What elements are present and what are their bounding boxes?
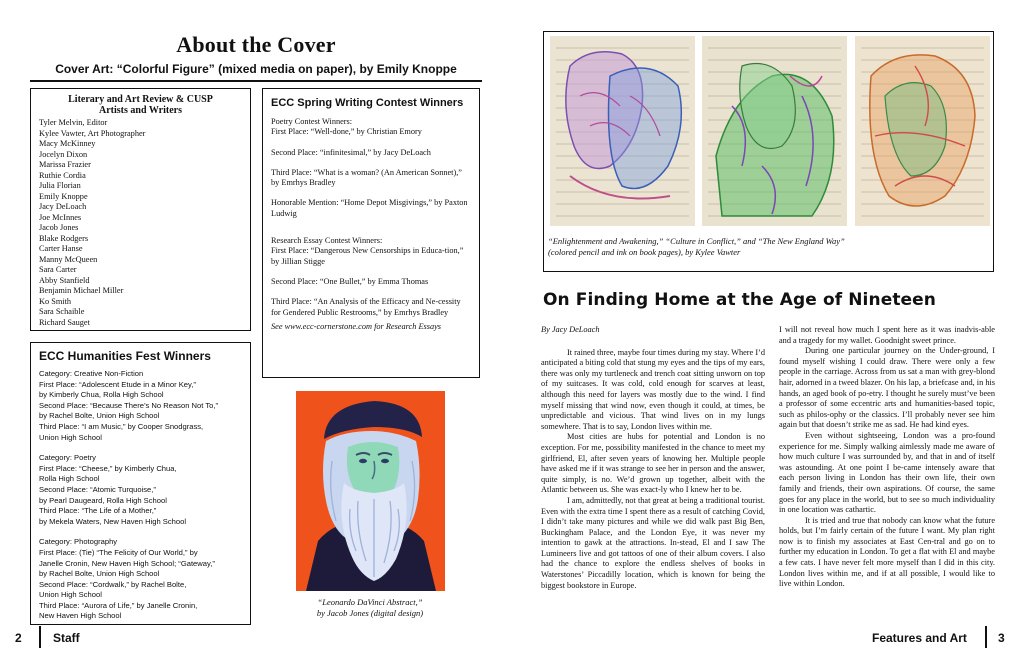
staff-member: Marissa Frazier [39, 160, 91, 169]
footer-divider [39, 626, 41, 648]
staff-list [37, 118, 244, 328]
essay-paragraph: It rained three, maybe four times during my stay. Where I’d anticipated a biting cold that stung my eyes and the tips of my ears, there was only my turtleneck and trench coat sitting unworn on top of my suitcases. It was cold, cold enough for scarves at least, although this need for layers was mostly due to the wind. I find myself missing that wind now, even though it could, at times, be unpredictable and vicious. That wind lives on in my lungs somewhere. That is to say, London lives within me. [541, 347, 765, 431]
contest-heading: Research Essay Contest Winners: [271, 236, 383, 246]
staff-member: Blake Rodgers [39, 233, 89, 243]
contest-heading: Poetry Contest Winners: [271, 117, 353, 126]
contest-entry: Honorable Mention: “Home Depot Misgivings,” by Paxton Ludwig [271, 198, 468, 218]
davinci-caption: “Leonardo DaVinci Abstract,” by Jacob Jones (digital design) [316, 597, 424, 618]
byline: By Jacy DeLoach [541, 325, 600, 334]
fest-title: ECC Humanities Fest Winners [39, 349, 211, 363]
enlightenment-artwork-image [550, 36, 695, 226]
essay-paragraph: Most cities are hubs for potential and London is no exception. For me, possibility manifested in the chance to meet my girlfriend, El, after seven years of knowing her. Multiple people have asked me if it was strange to see her in person and the answer, quite simply, is no. We’d grown up together, albeit with the Atlantic between us. She was exact-ly who I knew her to be. [541, 432, 765, 495]
staff-member: Abby Stanfield [39, 275, 90, 285]
staff-member: Macy McKinney [39, 139, 96, 148]
staff-member: Sara Carter [39, 265, 77, 274]
contest-entry: Third Place: “What is a woman? (An American Sonnet),” by Emrhys Bradley [271, 167, 462, 188]
staff-member: Jacy DeLoach [39, 202, 87, 211]
staff-member: Carter Hanse [39, 244, 83, 253]
footer-divider [985, 626, 987, 648]
staff-member: Jocelyn Dixon [39, 149, 88, 159]
essay-paragraph: Even without sightseeing, London was a pro-found experience for me. Simply walking aimlessly made me aware of how much culture I was surrounded by, and that in and of itself was astounding. At one point I be-came intensely aware that each person living in London has their own life, their own family and friends, their own aspirations. Of course, the same goes for any place in the world, but to see so much individuality in one location was cathartic. [779, 430, 995, 515]
page-title: About the Cover [176, 32, 336, 57]
culture-in-conflict-artwork-image [702, 36, 847, 226]
fest-category: Category: Poetry First Place: “Cheese,” by Kimberly Chua, Rolla High School Second Place: “Atomic Turquoise,” by Pearl Daugeard, Rolla High School Third Place: “The Life of a Mother,” by Mekela Waters, New Haven High School [39, 453, 187, 526]
website-note: See www.ecc-cornerstone.com for Research Essays [271, 321, 442, 331]
essay-paragraph: During one particular journey on the Under-ground, I found myself wishing I could draw. There were only a few people in the carriage. Across from us sat a man with grey-blond hair, adorned in a tweed blazer. On his lap, a briefcase and, in his hands, an aged book of po-etry. I thought he surely must’ve been a professor of some eccentric arts and humanities-based topic, such as philos-ophy or the classics. I’ll probably never see him again but that doesn’t strike me as sad. He had kind eyes. [779, 346, 995, 430]
section-label-left: Staff [53, 631, 80, 645]
fest-winners [39, 369, 242, 622]
page-number-left: 2 [15, 631, 22, 645]
contest-entry: First Place: “Well-done,” by Christian Emory [271, 127, 422, 137]
contest-entry: Second Place: “infinitesimal,” by Jacy DeLoach [271, 147, 431, 157]
page-number-right: 3 [998, 631, 1005, 645]
artwork-caption: “Enlightenment and Awakening,” “Culture in Conflict,” and “The New England Way” (colored pencil and ink on book pages), by Kylee Vawter [548, 236, 845, 257]
staff-member: Kylee Vawter, Art Photographer [39, 128, 146, 138]
essay-paragraph: It is tried and true that nobody can know what the future holds, but I’m fairly certain of the future I want. My plan right now is to finish my associates at East Cen-tral and go on to further my education in London. To get a flat with El and maybe a few cats. I have never felt more myself than I did in this city. London lives within me, and if at all possible, I would like to live within London. [779, 515, 995, 589]
staff-member: Richard Sauget [39, 317, 90, 327]
contest-winners [271, 117, 471, 332]
fest-category: Category: Photography First Place: (Tie) “The Felicity of Our World,” by Janelle Cronin, New Haven High School; “Gateway,” by Rachel Bolte, Union High School Second Place: “Cordwalk,” by Rachel Bolte, Union High School Third Place: “Aurora of Life,” by Janelle Cronin, New Haven High School [39, 537, 215, 621]
davinci-portrait-image [296, 391, 445, 591]
essay-paragraph: I am, admittedly, not that great at being a traditional tourist. Even with the extra time I spent there as a result of catching Covid, I didn’t take many pictures and while we did walk past Big Ben, Buckingham Palace, and the London Eye, it was never my intention to gawk at the attractions. In-stead, El and I saw The Lumineers live and got tattoos of one of their album covers. I also had the chance to explore the endless shelves of books in Waterstones’ Piccadilly location, which is known for being the biggest bookstore in Europe. [541, 495, 765, 590]
staff-member: Ruthie Cordia [39, 170, 86, 180]
staff-member: Benjamin Michael Miller [39, 286, 124, 295]
cover-art-credit: Cover Art: “Colorful Figure” (mixed media on paper), by Emily Knoppe [55, 62, 457, 76]
title-rule [30, 80, 482, 82]
staff-member: Manny McQueen [39, 254, 98, 264]
face [347, 442, 399, 494]
essay-title: On Finding Home at the Age of Nineteen [543, 290, 937, 310]
new-england-way-artwork-image [855, 36, 990, 226]
humanities-fest-box [30, 342, 251, 625]
essay-paragraph: I will not reveal how much I spent here as it was inadvis-able and a tragedy for my wallet. Goodnight sweet prince. [779, 325, 995, 345]
staff-member: Joe McInnes [39, 212, 82, 222]
essay-column-left [541, 325, 765, 591]
writing-contest-box [262, 88, 480, 378]
essay-column-right [779, 325, 995, 590]
contest-title: ECC Spring Writing Contest Winners [271, 97, 464, 109]
contest-entry: First Place: “Dangerous New Censorships in Educa-tion,” by Jillian Stigge [271, 246, 464, 266]
section-label-right: Features and Art [872, 631, 967, 645]
staff-member: Sara Schaible [39, 307, 85, 316]
staff-member: Ko Smith [39, 296, 72, 306]
fest-category: Category: Creative Non-Fiction First Place: “Adolescent Etude in a Minor Key,” by Kimberly Chua, Rolla High School Second Place: “Because There’s No Reason Not To,” by Rachel Bolte, Union High School Third Place: “I am Music,” by Cooper Snodgrass, Union High School [39, 369, 218, 442]
staff-member: Jacob Jones [39, 223, 79, 232]
staff-box [30, 88, 251, 331]
staff-member: Emily Knoppe [39, 191, 88, 201]
staff-member: Julia Florian [39, 181, 81, 190]
staff-title: Literary and Art Review & CUSP Artists and Writers [68, 94, 213, 116]
staff-member: Tyler Melvin, Editor [39, 118, 108, 127]
contest-entry: Third Place: “An Analysis of the Efficacy and Ne-cessity for Gendered Public Restrooms,” by Emrhys Bradley [271, 297, 461, 317]
contest-entry: Second Place: “One Bullet,” by Emma Thomas [271, 276, 429, 286]
